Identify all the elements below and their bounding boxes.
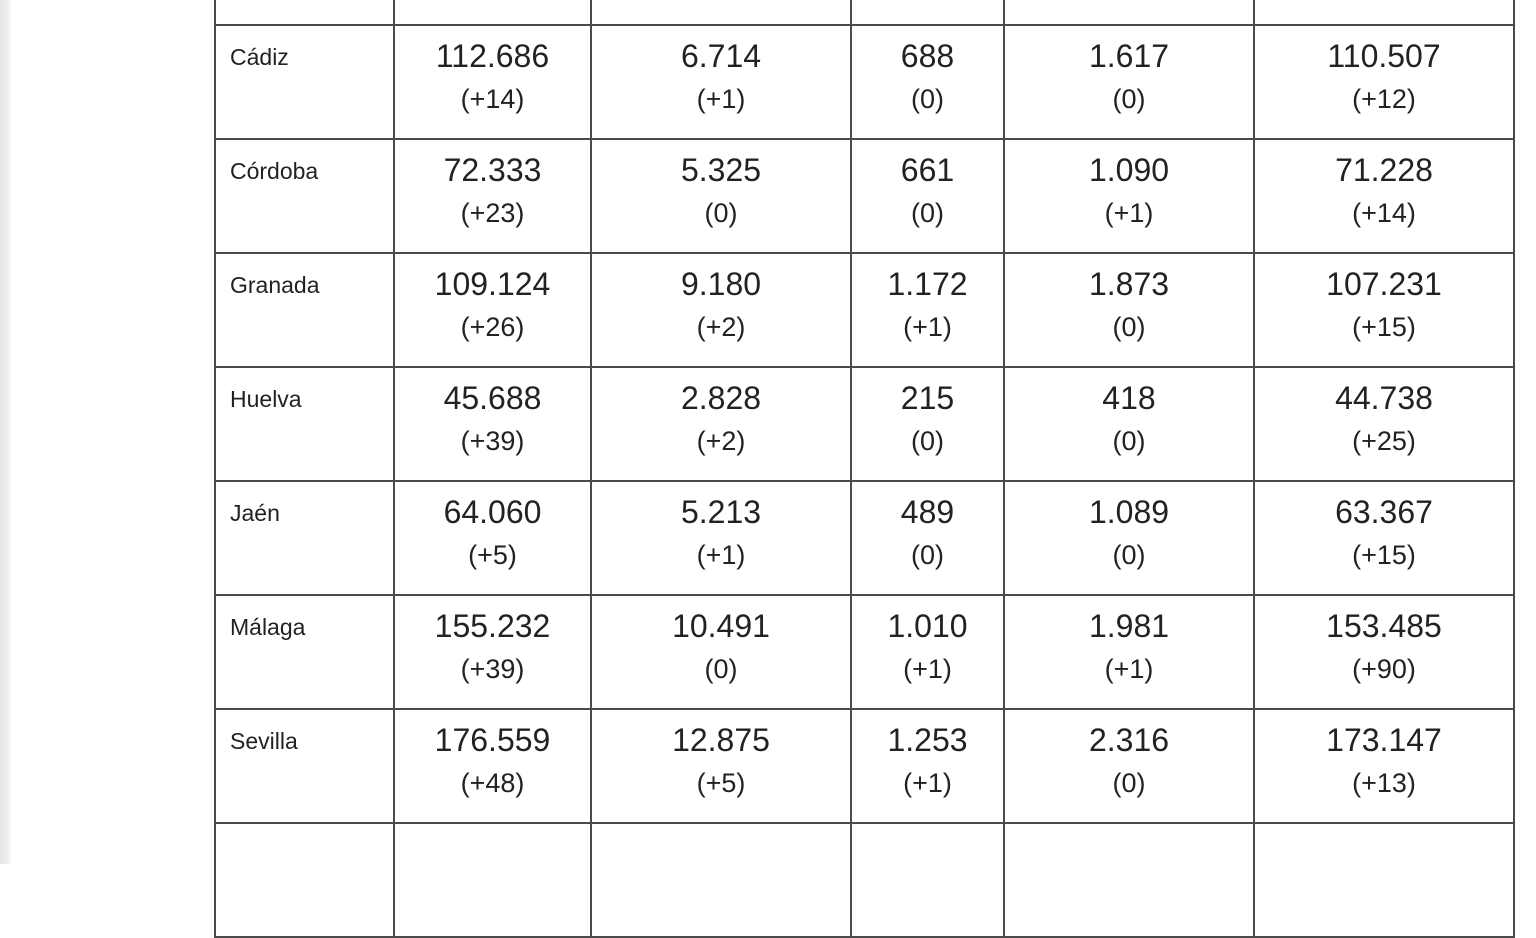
cell-total: 112.686 [435,38,550,74]
table-row [215,367,1514,481]
value-cell [1004,595,1254,709]
cell-delta: (+39) [460,654,525,684]
province-name-cell: Córdoba [215,139,394,253]
cell-delta: (+14) [1352,198,1416,228]
cell-total: 1.090 [1088,152,1170,188]
cell-delta: (+23) [460,198,525,228]
cell-total: 1.617 [1088,38,1170,74]
cell-total [592,824,850,836]
value-cell [591,25,851,139]
cell-delta: (+5) [696,768,746,798]
table-row [215,481,1514,595]
cell-total: 107.231 [1326,266,1442,302]
cell-total: 215 [900,380,955,416]
cell-total: 176.559 [434,722,551,758]
value-cell [394,823,591,937]
value-cell [1254,367,1514,481]
cell-delta: (+1) [696,84,746,114]
province-name-cell [215,823,394,937]
cell-delta: (0) [1112,768,1146,798]
value-cell [1004,0,1254,25]
cell-total [852,824,1003,836]
value-cell [394,25,591,139]
value-cell [591,0,851,25]
cell-delta: (+26) [460,312,525,342]
cell-total [1255,824,1513,836]
cell-delta: (+12) [1352,84,1416,114]
cell-total: 71.228 [1335,152,1433,188]
cell-delta: (0) [1112,426,1146,456]
cell-total: 418 [1102,380,1156,416]
value-cell [1004,823,1254,937]
cell-total: 6.714 [680,38,762,74]
cell-total: 1.089 [1088,494,1170,530]
value-cell [851,0,1004,25]
cell-delta: (+13) [1352,768,1416,798]
cell-total: 2.316 [1088,722,1170,758]
value-cell [394,709,591,823]
cell-delta: (+1) [696,540,746,570]
document-page [214,0,1513,938]
cell-total: 661 [900,152,955,188]
cell-delta [395,836,590,846]
cell-delta [852,836,1003,846]
value-cell [1254,25,1514,139]
cell-total: 109.124 [434,266,551,302]
value-cell [394,367,591,481]
value-cell [851,253,1004,367]
table-row [215,253,1514,367]
value-cell [851,25,1004,139]
value-cell [591,139,851,253]
cell-delta: (0) [911,540,944,570]
cell-delta: (0) [704,198,738,228]
table-row [215,709,1514,823]
cell-delta: (+25) [1352,426,1416,456]
value-cell [851,139,1004,253]
cell-delta: (0) [1112,84,1146,114]
cell-delta: (+14) [460,84,525,114]
value-cell [1254,823,1514,937]
cell-total: 1.873 [1088,266,1170,302]
cell-delta: (0) [704,654,738,684]
cell-delta: (+5) [468,540,517,570]
cell-total [1005,824,1253,836]
value-cell [591,709,851,823]
value-cell [591,595,851,709]
value-cell [394,481,591,595]
value-cell [1254,253,1514,367]
province-name-cell: Granada [215,253,394,367]
value-cell [851,823,1004,937]
cell-total: 2.828 [680,380,762,416]
cell-delta: (0) [911,198,944,228]
cell-delta: (+48) [460,768,525,798]
value-cell [394,595,591,709]
value-cell [394,253,591,367]
cell-total: 110.507 [1327,38,1441,74]
province-name-cell: Jaén [215,481,394,595]
cell-delta: (+15) [1352,312,1416,342]
province-name-cell: Málaga [215,595,394,709]
cell-delta: (+90) [1352,654,1416,684]
cell-delta: (+1) [903,654,952,684]
cell-total: 1.253 [887,722,968,758]
cell-total: 72.333 [443,152,542,188]
table-row [215,25,1514,139]
value-cell [1004,139,1254,253]
cell-total: 173.147 [1326,722,1442,758]
value-cell [394,139,591,253]
cell-delta [1005,836,1253,846]
cell-total: 10.491 [672,608,770,644]
cell-total: 489 [900,494,955,530]
value-cell [591,367,851,481]
value-cell [1004,709,1254,823]
table-row [215,0,1514,25]
value-cell [394,0,591,25]
value-cell [1254,0,1514,25]
cell-total: 155.232 [434,608,551,644]
cell-delta: (+1) [1104,198,1154,228]
cell-delta: (+1) [1104,654,1154,684]
value-cell [1004,253,1254,367]
value-cell [1004,481,1254,595]
value-cell [1254,709,1514,823]
cell-delta: (+39) [460,426,525,456]
value-cell [591,481,851,595]
cell-total: 1.010 [887,608,968,644]
value-cell [591,823,851,937]
province-name-cell [215,0,394,25]
cell-delta: (+2) [696,312,746,342]
cell-total: 12.875 [672,722,770,758]
cell-delta: (+15) [1352,540,1416,570]
cell-total: 5.325 [680,152,762,188]
value-cell [1254,139,1514,253]
cell-delta: (+1) [903,768,952,798]
value-cell [851,367,1004,481]
cell-total: 5.213 [680,494,762,530]
cell-delta: (+1) [903,312,952,342]
cell-total: 9.180 [680,266,762,302]
province-name-cell: Sevilla [215,709,394,823]
cell-delta [1255,836,1513,846]
value-cell [851,709,1004,823]
table-row [215,823,1514,937]
cell-delta: (0) [1112,540,1146,570]
table-row [215,595,1514,709]
cell-total [395,824,590,836]
viewer-left-edge [0,0,12,864]
province-name-cell: Cádiz [215,25,394,139]
cell-total: 63.367 [1335,494,1433,530]
value-cell [1254,595,1514,709]
cell-delta: (+2) [696,426,746,456]
value-cell [851,595,1004,709]
cell-delta: (0) [1112,312,1146,342]
cell-total: 1.981 [1088,608,1170,644]
cell-total: 153.485 [1326,608,1442,644]
cell-total: 45.688 [443,380,542,416]
province-stats-table [214,0,1515,938]
table-row [215,139,1514,253]
cell-total: 688 [900,38,955,74]
cell-delta: (0) [911,84,944,114]
value-cell [1004,367,1254,481]
province-name-cell: Huelva [215,367,394,481]
cell-total: 64.060 [443,494,542,530]
value-cell [1004,25,1254,139]
value-cell [1254,481,1514,595]
value-cell [851,481,1004,595]
cell-total: 1.172 [887,266,968,302]
cell-total: 44.738 [1335,380,1433,416]
cell-delta: (0) [911,426,944,456]
value-cell [591,253,851,367]
cell-delta [592,836,850,846]
